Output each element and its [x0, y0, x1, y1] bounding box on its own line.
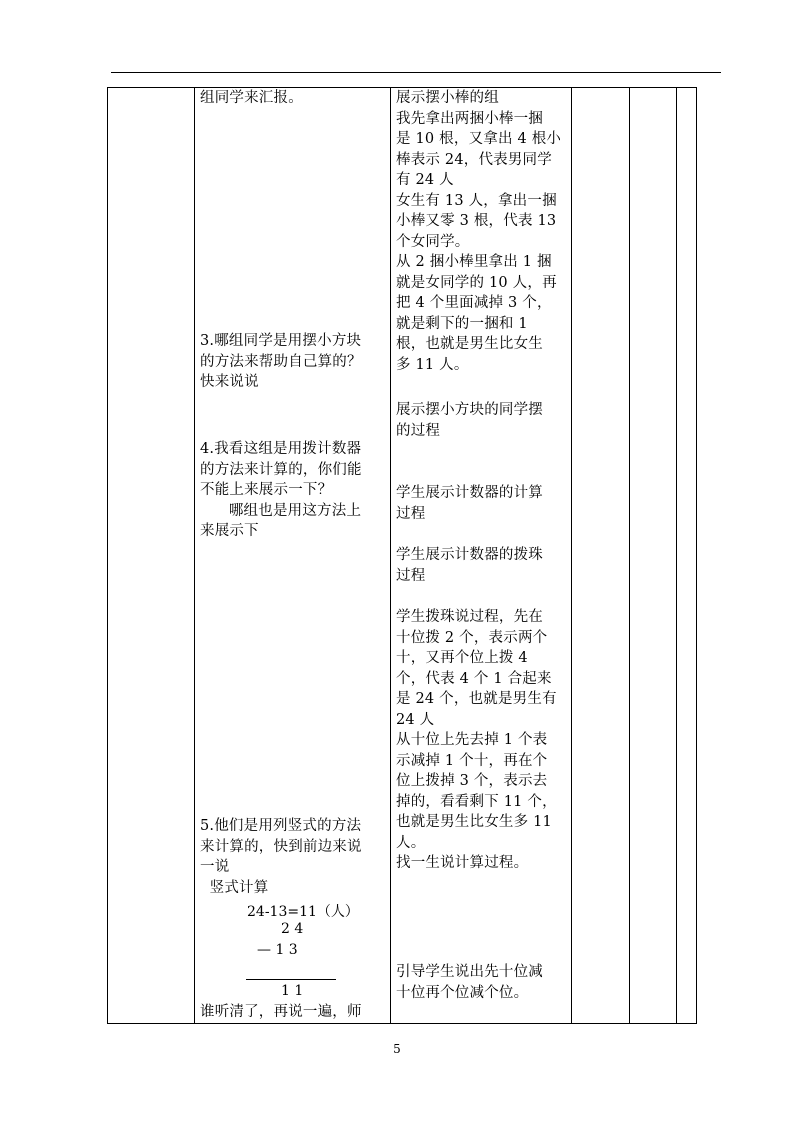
teacher-intro-text	[200, 88, 303, 109]
text-line: 学生拨珠说过程，先在	[396, 609, 543, 625]
text-line: 是 24 个，也就是男生有	[396, 691, 557, 707]
text-line: 从十位上先去掉 1 个表	[396, 732, 548, 748]
teacher-question-3	[200, 331, 362, 393]
text-line: 展示摆小方块的同学摆	[396, 402, 543, 418]
text-line: 组同学来汇报。	[200, 90, 303, 106]
text-line: 来计算的，快到前边来说	[200, 838, 362, 855]
text-line: 5.他们是用列竖式的方法	[200, 818, 362, 834]
column-divider	[629, 88, 630, 1023]
text-line: 有 24 人	[396, 172, 454, 188]
text-line: 就是女同学的 10 人，再	[396, 274, 557, 291]
text-line: 从 2 捆小棒里拿出 1 捆	[396, 254, 552, 270]
text-line: 也就是男生比女生多 11	[396, 814, 552, 830]
text-line: 个女同学。	[396, 233, 470, 250]
column-divider	[571, 88, 572, 1023]
text-line: 快来说说	[200, 374, 259, 390]
text-line: 把 4 个里面减掉 3 个，	[396, 295, 552, 311]
text-line: 的过程	[396, 422, 441, 439]
text-line: 过程	[396, 567, 426, 584]
teacher-last-line: 谁听清了，再说一遍，师	[200, 1004, 362, 1020]
text-line: 十，又再个位上拨 4	[396, 650, 528, 666]
column-divider	[676, 88, 677, 1023]
text-line: 十位再个位减个位。	[396, 984, 529, 1001]
text-line: 哪组也是用这方法上	[200, 502, 362, 519]
text-line: 学生展示计数器的拨珠	[396, 547, 543, 563]
text-line: 4.我看这组是用拨计数器	[200, 441, 362, 457]
text-line: 女生有 13 人，拿出一捆	[396, 192, 557, 209]
text-line: 24 人	[396, 711, 435, 728]
header-rule	[111, 72, 721, 73]
text-line: 过程	[396, 505, 426, 522]
text-line: 我先拿出两捆小棒一捆	[396, 110, 543, 127]
text-line: 引导学生说出先十位减	[396, 964, 543, 980]
text-line: 一说	[200, 859, 230, 875]
student-block-demo	[396, 400, 543, 441]
text-line: 多 11 人。	[396, 356, 469, 373]
student-counter-beads	[396, 545, 543, 586]
vertical-result-line	[246, 979, 336, 980]
text-line: 就是剩下的一捆和 1	[396, 315, 528, 332]
student-bead-explanation	[396, 607, 557, 874]
text-line: 位上拨掉 3 个，表示去	[396, 773, 548, 789]
vertical-subtrahend: — 1 3	[257, 942, 298, 958]
text-line: 根，也就是男生比女生	[396, 336, 543, 352]
text-line: 示减掉 1 个十，再在个	[396, 752, 548, 769]
text-line: 竖式计算	[200, 879, 269, 896]
text-line: 小棒又零 3 根，代表 13	[396, 213, 557, 229]
column-divider	[390, 88, 391, 1023]
teacher-question-5	[200, 816, 362, 898]
text-line: 的方法来帮助自己算的？	[200, 353, 362, 370]
text-line: 掉的，看看剩下 11 个，	[396, 793, 557, 810]
text-line: 的方法来计算的，你们能	[200, 461, 362, 478]
text-line: 是 10 根，又拿出 4 根小	[396, 131, 562, 147]
text-line: 展示摆小棒的组	[396, 90, 499, 106]
page-number: 5	[393, 1042, 401, 1056]
teacher-question-4	[200, 439, 362, 542]
text-line: 人。	[396, 834, 426, 851]
vertical-minuend: 2 4	[281, 921, 304, 937]
text-line: 不能上来展示一下？	[200, 482, 333, 498]
text-line: 十位拨 2 个，表示两个	[396, 629, 548, 646]
column-divider	[194, 88, 195, 1023]
equation: 24-13=11（人）	[247, 904, 359, 920]
vertical-result: 1 1	[281, 983, 304, 999]
text-line: 学生展示计数器的计算	[396, 485, 543, 501]
text-line: 来展示下	[200, 523, 259, 539]
text-line: 棒表示 24，代表男同学	[396, 151, 552, 168]
text-line: 找一生说计算过程。	[396, 855, 529, 871]
student-guidance	[396, 962, 543, 1003]
text-line: 个，代表 4 个 1 合起来	[396, 670, 552, 687]
text-line: 3.哪组同学是用摆小方块	[200, 333, 362, 349]
student-stick-demo	[396, 88, 561, 375]
student-counter-calc	[396, 483, 543, 524]
